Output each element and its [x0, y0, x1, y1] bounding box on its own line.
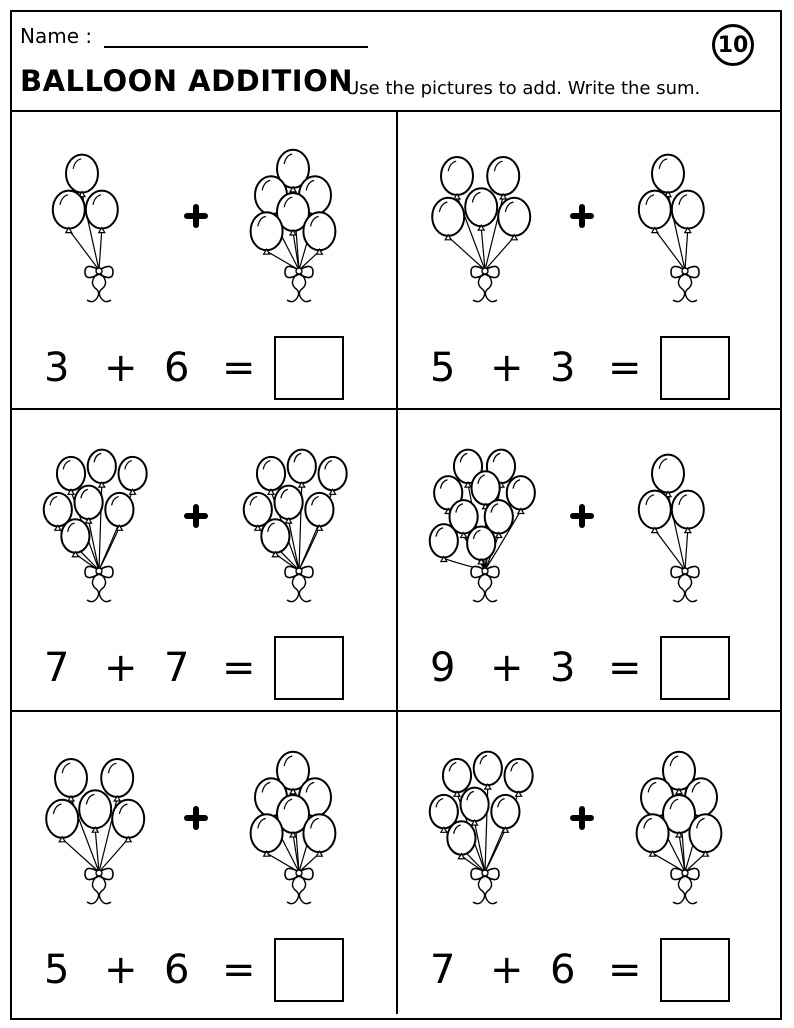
addend-b: 6: [164, 345, 190, 391]
equals-sign: =: [608, 645, 642, 691]
answer-box[interactable]: [274, 336, 344, 400]
addend-a: 5: [44, 947, 70, 993]
answer-box[interactable]: [660, 938, 730, 1002]
problem-card: [398, 712, 780, 1014]
balloon-bunch-left-icon: [32, 122, 167, 312]
addend-b: 7: [164, 645, 190, 691]
balloon-bunch-left-icon: [32, 724, 167, 914]
problem-card: [398, 410, 780, 712]
problem-card: [12, 110, 398, 410]
balloon-bunch-left-icon: [418, 724, 553, 914]
addend-a: 9: [430, 645, 456, 691]
answer-box[interactable]: [660, 336, 730, 400]
equation: [12, 938, 398, 1002]
plus-sign: +: [104, 345, 138, 391]
problem-card: [12, 712, 398, 1014]
worksheet-number-badge: 10: [712, 24, 754, 66]
plus-icon: [568, 502, 596, 530]
plus-sign: +: [104, 947, 138, 993]
addend-a: 3: [44, 345, 70, 391]
equation: [398, 336, 780, 400]
addend-b: 6: [550, 947, 576, 993]
worksheet-title: BALLOON ADDITION: [20, 64, 354, 98]
balloon-bunch-left-icon: [32, 422, 167, 612]
answer-box[interactable]: [274, 938, 344, 1002]
equation: [12, 636, 398, 700]
equals-sign: =: [222, 645, 256, 691]
worksheet: [10, 10, 782, 1020]
balloon-bunch-right-icon: [618, 122, 753, 312]
plus-sign: +: [104, 645, 138, 691]
worksheet-header: [12, 12, 780, 112]
problem-card: [12, 410, 398, 712]
equals-sign: =: [608, 345, 642, 391]
answer-box[interactable]: [274, 636, 344, 700]
equals-sign: =: [608, 947, 642, 993]
answer-box[interactable]: [660, 636, 730, 700]
plus-icon: [568, 202, 596, 230]
addend-a: 7: [44, 645, 70, 691]
addend-b: 3: [550, 645, 576, 691]
balloon-bunch-left-icon: [418, 422, 553, 612]
addend-a: 5: [430, 345, 456, 391]
equation: [398, 636, 780, 700]
addend-b: 6: [164, 947, 190, 993]
balloon-bunch-right-icon: [232, 422, 367, 612]
plus-sign: +: [490, 947, 524, 993]
plus-sign: +: [490, 645, 524, 691]
balloon-bunch-right-icon: [618, 724, 753, 914]
equals-sign: =: [222, 345, 256, 391]
name-write-line[interactable]: [104, 46, 368, 48]
plus-sign: +: [490, 345, 524, 391]
plus-icon: [182, 502, 210, 530]
problem-grid: [12, 110, 780, 1018]
plus-icon: [182, 804, 210, 832]
problem-card: [398, 110, 780, 410]
balloon-bunch-right-icon: [232, 724, 367, 914]
plus-icon: [182, 202, 210, 230]
name-label: Name :: [20, 24, 93, 48]
addend-b: 3: [550, 345, 576, 391]
balloon-bunch-left-icon: [418, 122, 553, 312]
instructions-text: Use the pictures to add. Write the sum.: [346, 78, 701, 99]
addend-a: 7: [430, 947, 456, 993]
balloon-bunch-right-icon: [618, 422, 753, 612]
plus-icon: [568, 804, 596, 832]
equals-sign: =: [222, 947, 256, 993]
equation: [12, 336, 398, 400]
equation: [398, 938, 780, 1002]
balloon-bunch-right-icon: [232, 122, 367, 312]
